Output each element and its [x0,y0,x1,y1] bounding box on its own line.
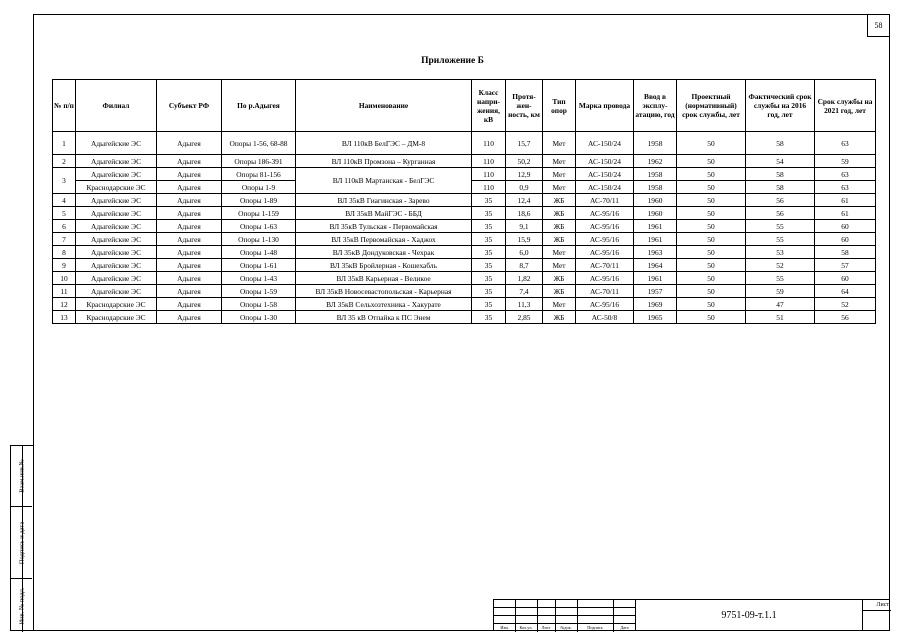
table-cell-n: 6 [53,220,76,233]
table-cell-opory: Опоры 1-48 [222,246,296,259]
table-cell-proj: 50 [677,259,746,272]
column-header: Срок службы на 2021 год, лет [815,80,876,132]
page-title: Приложение Б [421,56,484,66]
table-cell-proj: 50 [677,207,746,220]
table-cell-year: 1961 [634,233,677,246]
table-cell-wire: АС-150/24 [576,132,634,155]
table-cell-km: 50,2 [506,155,543,168]
table-cell-name: ВЛ 110кВ БелГЭС – ДМ-8 [296,132,472,155]
table-cell-proj: 50 [677,233,746,246]
table-cell-type: Мет [543,246,576,259]
column-header: Протя-жен-ность, км [506,80,543,132]
table-cell-name: ВЛ 35кВ Тульская - Первомайская [296,220,472,233]
table-cell-subject: Адыгея [157,132,222,155]
table-cell-fact2016: 54 [746,155,815,168]
table-cell-kv: 35 [472,259,506,272]
table-row [53,155,876,168]
table-cell-type: ЖБ [543,285,576,298]
table-cell-filial: Адыгейские ЭС [76,155,157,168]
table-cell-wire: АС-95/16 [576,220,634,233]
table-cell-wire: АС-70/11 [576,194,634,207]
table-cell-subject: Адыгея [157,311,222,324]
table-cell-proj: 50 [677,194,746,207]
table-cell-year: 1960 [634,194,677,207]
table-cell-km: 6,0 [506,246,543,259]
table-cell-fact2016: 55 [746,233,815,246]
column-header: Ввод в эксплу-атацию, год [634,80,677,132]
table-cell-term2021: 57 [815,259,876,272]
table-row [53,220,876,233]
table-cell-wire: АС-50/8 [576,311,634,324]
column-header: № п/п [53,80,76,132]
column-header: Субъект РФ [157,80,222,132]
table-cell-km: 15,9 [506,233,543,246]
side-stamp-cell: Подпись и дата [11,507,32,579]
table-cell-proj: 50 [677,246,746,259]
table-cell-year: 1963 [634,246,677,259]
table-cell-name: ВЛ 35 кВ Отпайка к ПС Энем [296,311,472,324]
table-cell-subject: Адыгея [157,220,222,233]
table-cell-term2021: 63 [815,181,876,194]
page-number: 58 [867,14,890,37]
table-cell-subject: Адыгея [157,272,222,285]
table-cell-kv: 35 [472,194,506,207]
table-cell-opory: Опоры 1-63 [222,220,296,233]
table-cell-opory: Опоры 1-9 [222,181,296,194]
table-cell-n: 3 [53,168,76,194]
table-cell-n: 13 [53,311,76,324]
stamp-label: Дата [620,625,629,630]
table-cell-filial: Краснодарские ЭС [76,181,157,194]
table-cell-opory: Опоры 1-61 [222,259,296,272]
table-cell-term2021: 63 [815,132,876,155]
table-cell-kv: 110 [472,168,506,181]
table-cell-year: 1957 [634,285,677,298]
table-cell-year: 1962 [634,155,677,168]
table-cell-kv: 110 [472,181,506,194]
table-cell-proj: 50 [677,181,746,194]
table-cell-km: 15,7 [506,132,543,155]
table-cell-n: 5 [53,207,76,220]
sheet-box [862,599,890,631]
table-cell-filial: Адыгейские ЭС [76,168,157,181]
revision-grid [493,599,635,631]
table-row [53,272,876,285]
table-cell-fact2016: 58 [746,132,815,155]
table-cell-wire: АС-150/24 [576,181,634,194]
column-header: Тип опор [543,80,576,132]
table-cell-term2021: 58 [815,246,876,259]
table-cell-term2021: 64 [815,285,876,298]
table-cell-type: Мет [543,181,576,194]
table-cell-kv: 35 [472,272,506,285]
table-cell-kv: 35 [472,233,506,246]
table-cell-kv: 35 [472,311,506,324]
table-cell-wire: АС-95/16 [576,246,634,259]
table-cell-subject: Адыгея [157,285,222,298]
table-cell-name: ВЛ 35кВ Новосевастопольская - Карьерная [296,285,472,298]
table-cell-fact2016: 56 [746,194,815,207]
table-cell-proj: 50 [677,220,746,233]
table-cell-term2021: 60 [815,233,876,246]
table-cell-year: 1964 [634,259,677,272]
table-cell-opory: Опоры 1-43 [222,272,296,285]
table-cell-name: ВЛ 35кВ Сельхозтехника - Хакурате [296,298,472,311]
column-header: Класс напри-жения, кВ [472,80,506,132]
table-cell-opory: Опоры 186-391 [222,155,296,168]
table-cell-opory: Опоры 1-59 [222,285,296,298]
document-code: 9751-09-т.1.1 [635,599,862,631]
table-cell-name: ВЛ 35кВ Дондуковская - Чехрак [296,246,472,259]
table-cell-wire: АС-150/24 [576,168,634,181]
table-cell-filial: Адыгейские ЭС [76,233,157,246]
table-cell-year: 1969 [634,298,677,311]
table-row [53,285,876,298]
table-cell-term2021: 60 [815,220,876,233]
table-cell-filial: Адыгейские ЭС [76,272,157,285]
table-cell-type: Мет [543,298,576,311]
table-cell-subject: Адыгея [157,233,222,246]
table-cell-term2021: 60 [815,272,876,285]
table-cell-km: 2,85 [506,311,543,324]
table-cell-n: 12 [53,298,76,311]
table-cell-type: ЖБ [543,194,576,207]
table-row [53,194,876,207]
table-cell-name: ВЛ 110кВ Мартанская - БелГЭС [296,168,472,194]
table-cell-name: ВЛ 35кВ Гиагинская - Зарево [296,194,472,207]
table-cell-km: 18,6 [506,207,543,220]
table-cell-filial: Адыгейские ЭС [76,194,157,207]
table-cell-n: 4 [53,194,76,207]
table-cell-fact2016: 58 [746,168,815,181]
table-cell-opory: Опоры 1-56, 68-88 [222,132,296,155]
table-cell-name: ВЛ 35кВ Карьерная - Великое [296,272,472,285]
stamp-label: Кол.уч. [519,625,533,630]
table-cell-wire: АС-70/11 [576,259,634,272]
stamp-label: Изм. [500,625,509,630]
table-cell-term2021: 63 [815,168,876,181]
table-cell-wire: АС-95/16 [576,233,634,246]
table-cell-type: Мет [543,168,576,181]
table-cell-term2021: 59 [815,155,876,168]
table-cell-kv: 35 [472,207,506,220]
table-cell-km: 12,4 [506,194,543,207]
table-cell-n: 11 [53,285,76,298]
table-cell-filial: Адыгейские ЭС [76,246,157,259]
table-cell-filial: Адыгейские ЭС [76,132,157,155]
column-header: Марка провода [576,80,634,132]
table-cell-wire: АС-150/24 [576,155,634,168]
column-header: Филиал [76,80,157,132]
table-cell-name: ВЛ 35кВ МайГЭС - ББД [296,207,472,220]
title-block [493,599,890,631]
table-cell-subject: Адыгея [157,207,222,220]
table-cell-subject: Адыгея [157,181,222,194]
table-cell-type: ЖБ [543,311,576,324]
table-row [53,233,876,246]
table-cell-opory: Опоры 1-58 [222,298,296,311]
table-cell-subject: Адыгея [157,259,222,272]
table-cell-proj: 50 [677,155,746,168]
table-cell-year: 1958 [634,181,677,194]
table-row [53,259,876,272]
table-cell-wire: АС-70/11 [576,285,634,298]
table-cell-n: 1 [53,132,76,155]
table-cell-term2021: 52 [815,298,876,311]
table-cell-n: 2 [53,155,76,168]
table-cell-type: Мет [543,132,576,155]
table-cell-kv: 35 [472,285,506,298]
table-cell-km: 7,4 [506,285,543,298]
table-cell-fact2016: 55 [746,220,815,233]
table-cell-proj: 50 [677,311,746,324]
table-cell-wire: АС-95/16 [576,272,634,285]
table-cell-n: 8 [53,246,76,259]
stamp-label: Лист [541,625,551,630]
table-cell-proj: 50 [677,298,746,311]
side-stamp [10,445,33,631]
table-cell-filial: Адыгейские ЭС [76,285,157,298]
table-cell-kv: 110 [472,132,506,155]
table-cell-subject: Адыгея [157,155,222,168]
table-cell-opory: Опоры 81-156 [222,168,296,181]
table-cell-km: 8,7 [506,259,543,272]
table-cell-proj: 50 [677,272,746,285]
table-cell-kv: 110 [472,155,506,168]
table-cell-type: ЖБ [543,272,576,285]
table-cell-year: 1958 [634,168,677,181]
table-cell-year: 1961 [634,220,677,233]
table-cell-n: 10 [53,272,76,285]
column-header: Наименование [296,80,472,132]
table-cell-term2021: 61 [815,207,876,220]
table-cell-kv: 35 [472,246,506,259]
side-stamp-cell: Инв. № подл. [18,586,25,625]
table-cell-term2021: 56 [815,311,876,324]
table-cell-fact2016: 52 [746,259,815,272]
table-cell-opory: Опоры 1-159 [222,207,296,220]
table-cell-fact2016: 47 [746,298,815,311]
table-cell-fact2016: 58 [746,181,815,194]
table-header-row [53,80,876,132]
table-cell-name: ВЛ 110кВ Промзона – Курганная [296,155,472,168]
table-cell-year: 1961 [634,272,677,285]
table-cell-km: 9,1 [506,220,543,233]
table-row [53,246,876,259]
table-cell-proj: 50 [677,285,746,298]
table-cell-proj: 50 [677,132,746,155]
table-cell-opory: Опоры 1-30 [222,311,296,324]
table-cell-proj: 50 [677,168,746,181]
table-cell-term2021: 61 [815,194,876,207]
table-cell-n: 7 [53,233,76,246]
table-cell-subject: Адыгея [157,298,222,311]
table-cell-year: 1960 [634,207,677,220]
table-row [53,207,876,220]
table-cell-filial: Краснодарские ЭС [76,311,157,324]
column-header: По р.Адыгея [222,80,296,132]
table-cell-fact2016: 55 [746,272,815,285]
table-cell-year: 1958 [634,132,677,155]
table-cell-km: 12,9 [506,168,543,181]
table-cell-type: ЖБ [543,220,576,233]
table-cell-km: 1,82 [506,272,543,285]
table-cell-filial: Краснодарские ЭС [76,298,157,311]
stamp-label: №док. [560,625,572,630]
table-cell-type: ЖБ [543,207,576,220]
column-header: Проектный (нормативный) срок службы, лет [677,80,746,132]
table-cell-type: ЖБ [543,233,576,246]
table-cell-subject: Адыгея [157,168,222,181]
table-cell-subject: Адыгея [157,194,222,207]
table-cell-filial: Адыгейские ЭС [76,220,157,233]
table-row [53,298,876,311]
table-cell-name: ВЛ 35кВ Бройлерная - Кошехабль [296,259,472,272]
sheet-label: Лист [863,600,891,611]
table-cell-wire: АС-95/16 [576,207,634,220]
table-cell-fact2016: 59 [746,285,815,298]
table-cell-opory: Опоры 1-130 [222,233,296,246]
table-cell-type: Мет [543,259,576,272]
table-cell-kv: 35 [472,298,506,311]
table-cell-filial: Адыгейские ЭС [76,207,157,220]
table-cell-subject: Адыгея [157,246,222,259]
table-row [53,311,876,324]
lines-table [52,79,876,324]
table-row [53,168,876,181]
table-cell-opory: Опоры 1-89 [222,194,296,207]
table-cell-km: 0,9 [506,181,543,194]
table-cell-year: 1965 [634,311,677,324]
table-cell-km: 11,3 [506,298,543,311]
table-row [53,132,876,155]
table-cell-fact2016: 53 [746,246,815,259]
column-header: Фактический срок службы на 2016 год, лет [746,80,815,132]
table-cell-n: 9 [53,259,76,272]
table-cell-name: ВЛ 35кВ Первомайская - Хаджох [296,233,472,246]
table-cell-type: Мет [543,155,576,168]
stamp-label: Подпись [587,625,603,630]
table-cell-fact2016: 56 [746,207,815,220]
side-stamp-cell: Взам.инв.№ [11,446,32,507]
table-cell-filial: Адыгейские ЭС [76,259,157,272]
table-cell-wire: АС-95/16 [576,298,634,311]
table-cell-kv: 35 [472,220,506,233]
table-cell-fact2016: 51 [746,311,815,324]
